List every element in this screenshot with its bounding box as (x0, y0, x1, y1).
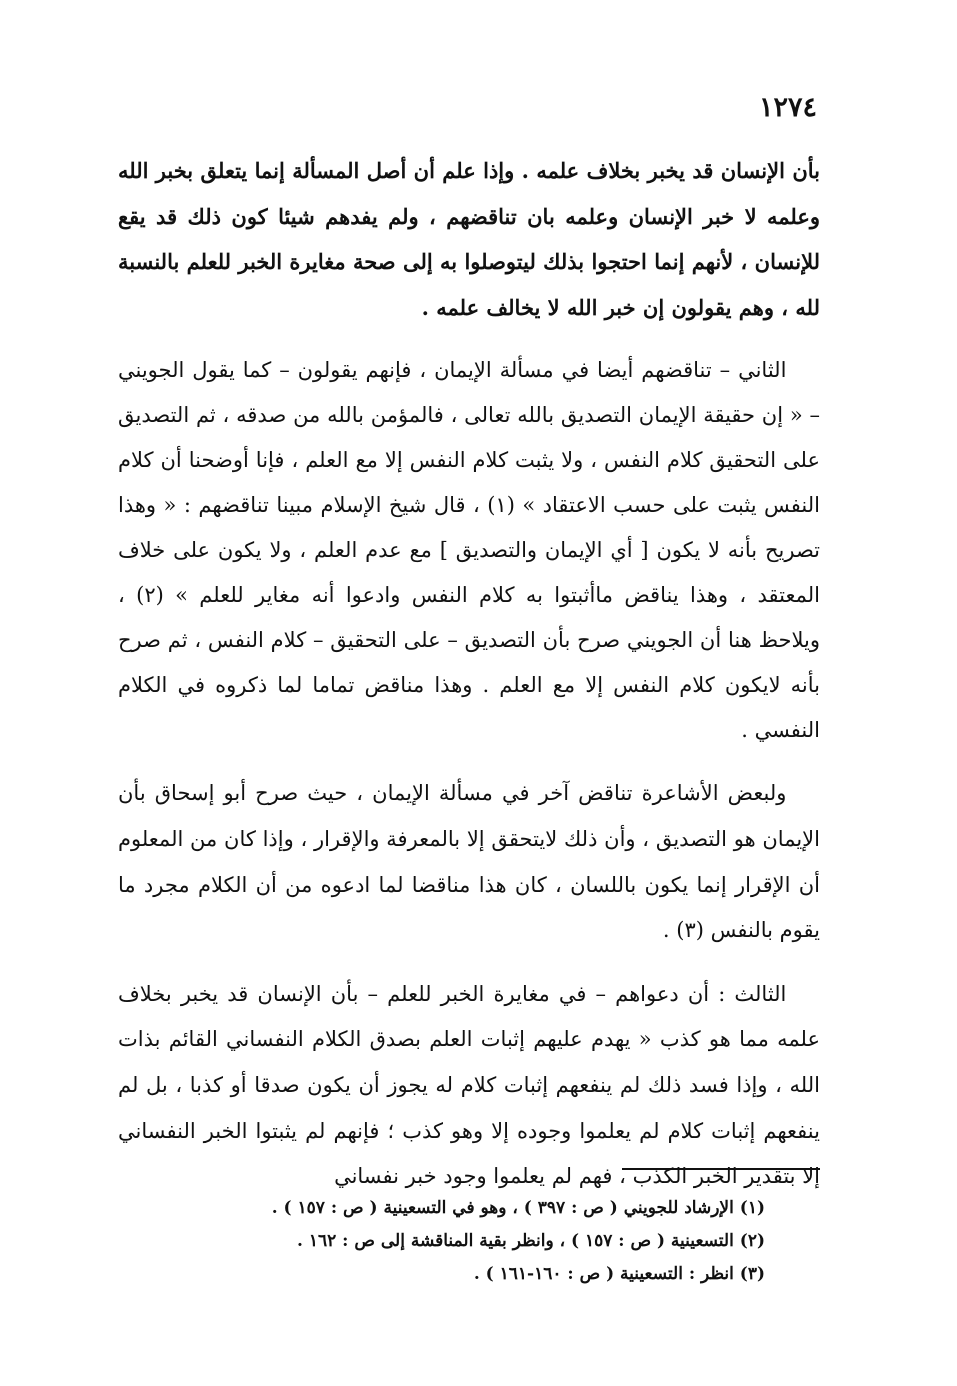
paragraph-4: الثالث : أن دعواهم – في مغايرة الخبر للعلم – بأن الإنسان قد يخبر بخلاف علمه مما هو كذب « يهدم عليهم إثبات العلم بصدق الكلام النفساني القائم بذات الله ، وإذا فسد ذلك لم ينفعهم إثبات كلام له يجوز أن يكون صدقا أو كذبا ، بل لم ينفعهم إثبات كلام لم يعلموا وجوده إلا وهو كذب ؛ فإنهم لم يثبتوا الخبر النفساني إلا بتقدير الخبر الكذب ، فهم لم يعلموا وجود خبر نفساني (118, 981, 820, 1189)
paragraph-3: ولبعض الأشاعرة تناقض آخر في مسألة الإيمان ، حيث صرح أبو إسحاق بأن الإيمان هو التصديق ، وأن ذلك لايتحقق إلا بالمعرفة والإقرار ، وإذا كان من المعلوم أن الإقرار إنما يكون باللسان ، كان هذا مناقضا لما ادعوه من أن الكلام مجرد ما يقوم بالنفس (٣) . (118, 781, 820, 943)
paragraph-1: بأن الإنسان قد يخبر بخلاف علمه . وإذا علم أن أصل المسألة إنما يتعلق بخبر الله وعلمه لا خبر الإنسان وعلمه بان تناقضهم ، ولم يفدهم شيئا كون ذلك قد يقع للإنسان ، لأنهم إنما احتجوا بذلك ليتوصلوا به إلى صحة مغايرة الخبر للعلم بالنسبة لله ، وهم يقولون إن خبر الله لا يخالف علمه . (118, 158, 820, 320)
paragraph-2: الثاني – تناقضهم أيضا في مسألة الإيمان ، فإنهم يقولون – كما يقول الجويني – « إن حقيقة الإيمان التصديق بالله تعالى ، فالمؤمن بالله من صدقه ، ثم التصديق على التحقيق كلام النفس ، ولا يثبت كلام النفس إلا مع العلم ، فإنا أوضحنا أن كلام النفس يثبت على حسب الاعتقاد » (١) ، قال شيخ الإسلام مبينا تناقضهم : « وهذا تصريح بأنه لا يكون [ أي الإيمان والتصديق ] مع عدم العلم ، ولا يكون على خلاف المعتقد ، وهذا يناقض ماأثبتوا به كلام النفس وادعوا أنه مغاير للعلم » (٢) ، ويلاحظ هنا أن الجويني صرح بأن التصديق – على التحقيق – كلام النفس ، ثم صرح بأنه لايكون كلام النفس إلا مع العلم . وهذا مناقض تماما لما ذكروه في الكلام النفسي . (118, 358, 821, 743)
footnote-separator (622, 1168, 820, 1170)
footnote-3: (٣) انظر : التسعينية ( ص : ١٦٠-١٦١ ) . (473, 1264, 765, 1284)
page-number: ١٢٧٤ (758, 92, 817, 123)
footnote-2: (٢) التسعينية ( ص : ١٥٧ ) ، وانظر بقية المناقشة إلى ص : ١٦٢ . (297, 1231, 765, 1251)
footnote-1: (١) الإرشاد للجويني ( ص : ٣٩٧ ) ، وهو في التسعينية ( ص : ١٥٧ ) . (271, 1198, 765, 1218)
footnotes (200, 1192, 765, 1291)
main-text (118, 148, 820, 1200)
